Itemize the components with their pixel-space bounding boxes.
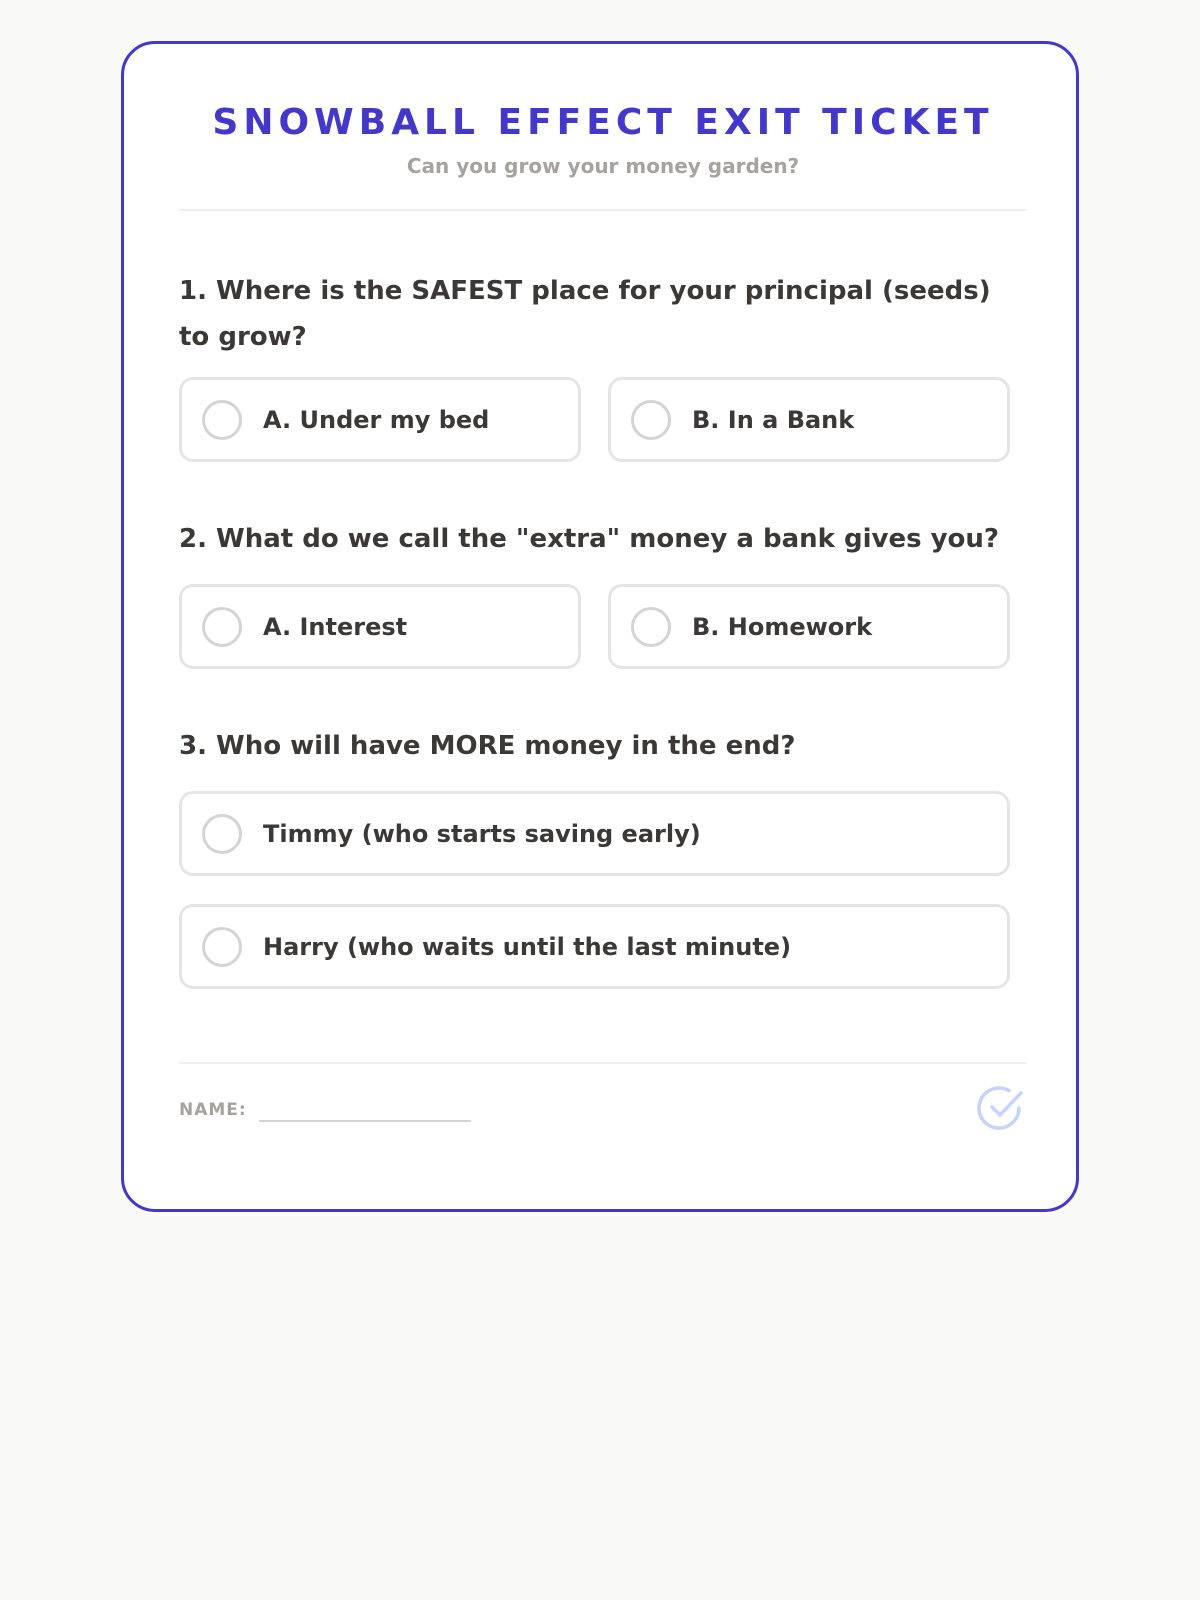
radio-icon[interactable]: [202, 400, 242, 440]
question-2-text: 2. What do we call the "extra" money a bank gives you?: [179, 524, 1000, 554]
option-label: B. Homework: [692, 612, 873, 641]
option-label: Harry (who waits until the last minute): [263, 932, 792, 961]
question-3-option-b[interactable]: [179, 904, 1010, 989]
radio-icon[interactable]: [202, 814, 242, 854]
radio-icon[interactable]: [631, 607, 671, 647]
question-3-option-a[interactable]: [179, 791, 1010, 876]
question-1-text: 1. Where is the SAFEST place for your principal (seeds) to grow?: [179, 276, 991, 352]
radio-icon[interactable]: [631, 400, 671, 440]
ticket-header: [179, 102, 1027, 178]
ticket-subtitle: Can you grow your money garden?: [406, 154, 800, 178]
radio-icon[interactable]: [202, 927, 242, 967]
option-label: A. Under my bed: [263, 405, 490, 434]
name-label: NAME:: [179, 1100, 247, 1120]
option-label: Timmy (who starts saving early): [263, 819, 701, 848]
name-input-line[interactable]: [259, 1120, 471, 1122]
question-2-option-b[interactable]: [608, 584, 1010, 669]
header-divider: [179, 209, 1027, 211]
footer-divider: [179, 1062, 1027, 1064]
option-label: B. In a Bank: [692, 405, 855, 434]
option-label: A. Interest: [263, 612, 408, 641]
ticket-footer: [179, 1076, 1027, 1140]
question-1-option-b[interactable]: [608, 377, 1010, 462]
question-2-option-a[interactable]: [179, 584, 581, 669]
radio-icon[interactable]: [202, 607, 242, 647]
ticket-title: SNOWBALL EFFECT EXIT TICKET: [212, 102, 994, 143]
question-1-option-a[interactable]: [179, 377, 581, 462]
question-3-text: 3. Who will have MORE money in the end?: [179, 731, 796, 761]
check-circle-icon: [975, 1082, 1027, 1134]
exit-ticket-card: [121, 41, 1079, 1212]
